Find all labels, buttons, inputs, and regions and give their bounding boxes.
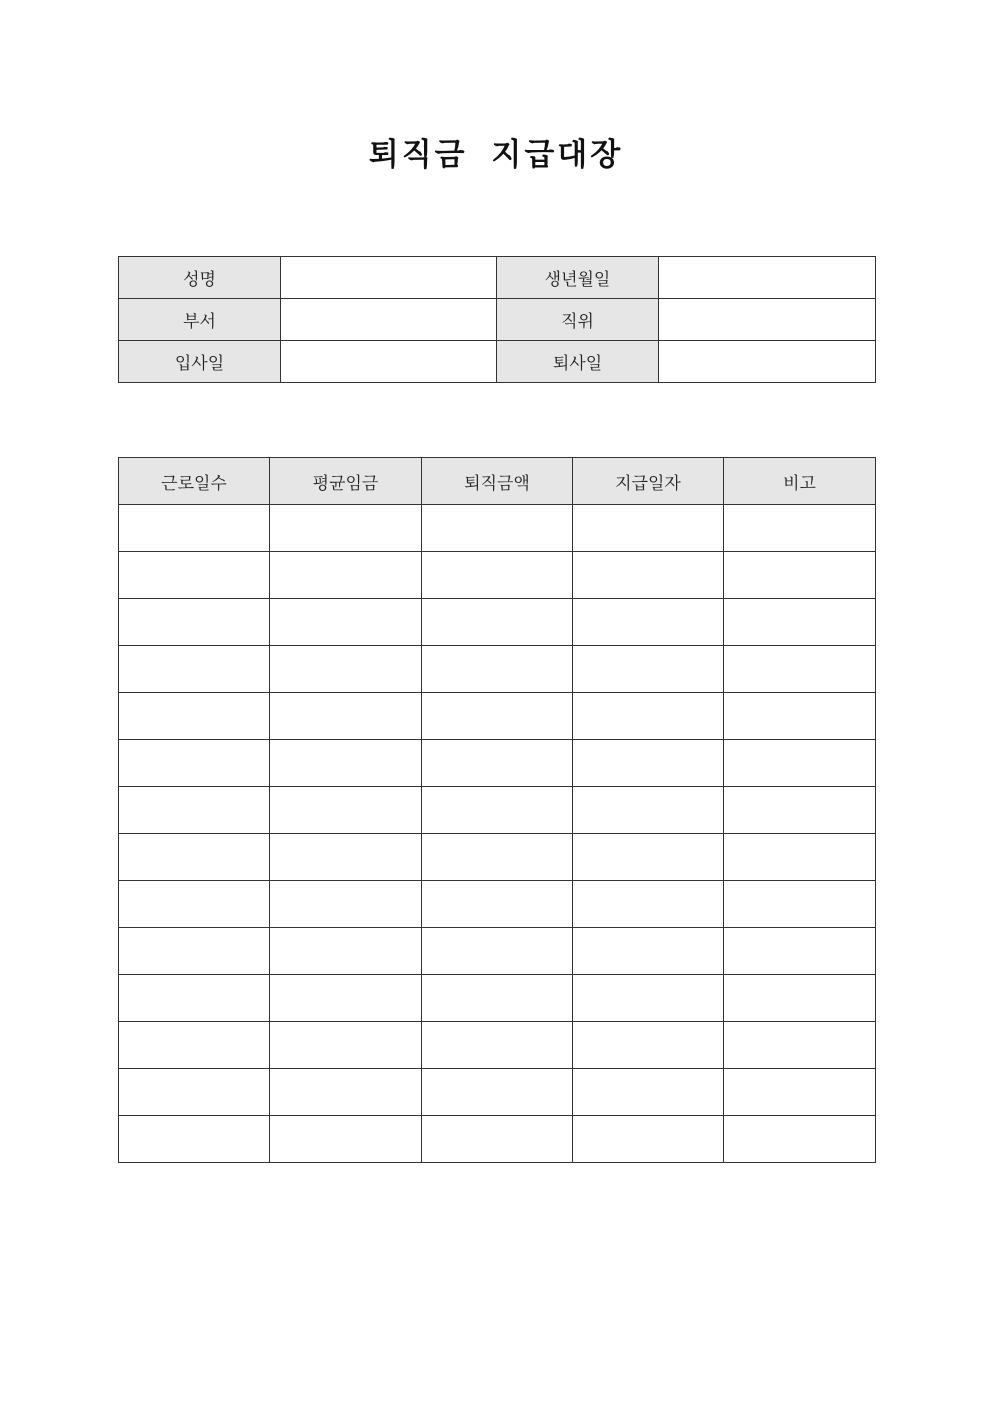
ledger-cell[interactable] <box>422 505 573 552</box>
table-row <box>119 975 876 1022</box>
ledger-cell[interactable] <box>270 552 422 599</box>
info-row <box>119 257 876 299</box>
ledger-cell[interactable] <box>422 1069 573 1116</box>
info-label: 직위 <box>497 299 659 341</box>
info-row <box>119 341 876 383</box>
ledger-cell[interactable] <box>119 693 270 740</box>
info-label: 퇴사일 <box>497 341 659 383</box>
info-label: 성명 <box>119 257 281 299</box>
table-row <box>119 1116 876 1163</box>
ledger-cell[interactable] <box>573 928 724 975</box>
ledger-cell[interactable] <box>422 834 573 881</box>
ledger-cell[interactable] <box>119 1069 270 1116</box>
document-title: 퇴직금 지급대장 <box>368 137 624 173</box>
ledger-cell[interactable] <box>270 1116 422 1163</box>
ledger-column-header: 근로일수 <box>119 458 270 505</box>
table-row <box>119 693 876 740</box>
ledger-column-header: 지급일자 <box>573 458 724 505</box>
table-row <box>119 928 876 975</box>
ledger-cell[interactable] <box>119 740 270 787</box>
ledger-cell[interactable] <box>724 740 876 787</box>
ledger-cell[interactable] <box>724 881 876 928</box>
info-label: 입사일 <box>119 341 281 383</box>
severance-ledger-table <box>118 457 876 1163</box>
info-value-field[interactable] <box>281 299 497 341</box>
ledger-cell[interactable] <box>119 646 270 693</box>
ledger-cell[interactable] <box>270 646 422 693</box>
ledger-cell[interactable] <box>270 975 422 1022</box>
ledger-cell[interactable] <box>573 834 724 881</box>
ledger-cell[interactable] <box>270 787 422 834</box>
ledger-cell[interactable] <box>119 975 270 1022</box>
ledger-cell[interactable] <box>119 787 270 834</box>
ledger-cell[interactable] <box>270 834 422 881</box>
ledger-header-row <box>119 458 876 505</box>
ledger-cell[interactable] <box>724 787 876 834</box>
ledger-cell[interactable] <box>573 599 724 646</box>
ledger-cell[interactable] <box>270 693 422 740</box>
ledger-cell[interactable] <box>422 599 573 646</box>
ledger-cell[interactable] <box>573 646 724 693</box>
ledger-cell[interactable] <box>573 787 724 834</box>
ledger-cell[interactable] <box>724 646 876 693</box>
ledger-cell[interactable] <box>573 881 724 928</box>
ledger-cell[interactable] <box>724 1022 876 1069</box>
table-row <box>119 552 876 599</box>
ledger-cell[interactable] <box>119 834 270 881</box>
ledger-cell[interactable] <box>573 552 724 599</box>
ledger-column-header: 평균임금 <box>270 458 422 505</box>
table-row <box>119 740 876 787</box>
info-label: 생년월일 <box>497 257 659 299</box>
ledger-cell[interactable] <box>422 552 573 599</box>
ledger-cell[interactable] <box>119 928 270 975</box>
ledger-cell[interactable] <box>119 1116 270 1163</box>
ledger-cell[interactable] <box>724 552 876 599</box>
info-value-field[interactable] <box>659 341 876 383</box>
table-row <box>119 1069 876 1116</box>
ledger-cell[interactable] <box>573 693 724 740</box>
ledger-column-header: 비고 <box>724 458 876 505</box>
ledger-cell[interactable] <box>573 1069 724 1116</box>
table-row <box>119 646 876 693</box>
table-row <box>119 834 876 881</box>
table-row <box>119 1022 876 1069</box>
ledger-cell[interactable] <box>724 928 876 975</box>
ledger-cell[interactable] <box>119 552 270 599</box>
ledger-cell[interactable] <box>422 928 573 975</box>
table-row <box>119 599 876 646</box>
ledger-cell[interactable] <box>422 646 573 693</box>
info-value-field[interactable] <box>659 299 876 341</box>
info-value-field[interactable] <box>281 341 497 383</box>
info-value-field[interactable] <box>659 257 876 299</box>
ledger-cell[interactable] <box>724 834 876 881</box>
ledger-cell[interactable] <box>724 599 876 646</box>
ledger-cell[interactable] <box>724 1116 876 1163</box>
ledger-cell[interactable] <box>422 975 573 1022</box>
ledger-cell[interactable] <box>422 693 573 740</box>
info-row <box>119 299 876 341</box>
info-value-field[interactable] <box>281 257 497 299</box>
ledger-cell[interactable] <box>119 1022 270 1069</box>
ledger-cell[interactable] <box>724 693 876 740</box>
ledger-cell[interactable] <box>119 599 270 646</box>
ledger-cell[interactable] <box>270 599 422 646</box>
ledger-cell[interactable] <box>573 505 724 552</box>
ledger-cell[interactable] <box>724 1069 876 1116</box>
ledger-cell[interactable] <box>270 928 422 975</box>
ledger-cell[interactable] <box>724 975 876 1022</box>
info-label: 부서 <box>119 299 281 341</box>
ledger-cell[interactable] <box>270 740 422 787</box>
ledger-cell[interactable] <box>422 881 573 928</box>
ledger-cell[interactable] <box>119 881 270 928</box>
ledger-cell[interactable] <box>573 740 724 787</box>
ledger-cell[interactable] <box>270 1022 422 1069</box>
ledger-cell[interactable] <box>422 1022 573 1069</box>
ledger-cell[interactable] <box>422 787 573 834</box>
ledger-cell[interactable] <box>573 975 724 1022</box>
table-row <box>119 787 876 834</box>
ledger-cell[interactable] <box>270 1069 422 1116</box>
ledger-cell[interactable] <box>119 505 270 552</box>
table-row <box>119 505 876 552</box>
ledger-cell[interactable] <box>270 505 422 552</box>
ledger-column-header: 퇴직금액 <box>422 458 573 505</box>
ledger-cell[interactable] <box>422 740 573 787</box>
ledger-cell[interactable] <box>573 1116 724 1163</box>
ledger-cell[interactable] <box>724 505 876 552</box>
employee-info-table <box>118 256 876 383</box>
ledger-cell[interactable] <box>422 1116 573 1163</box>
ledger-cell[interactable] <box>573 1022 724 1069</box>
ledger-cell[interactable] <box>270 881 422 928</box>
table-row <box>119 881 876 928</box>
